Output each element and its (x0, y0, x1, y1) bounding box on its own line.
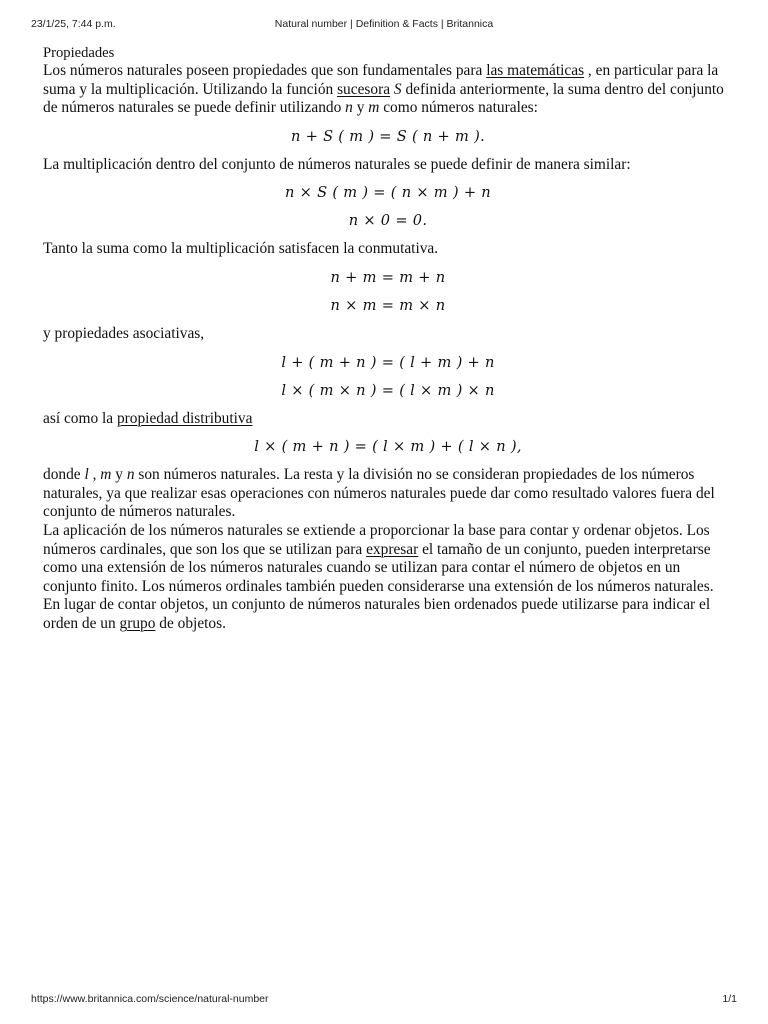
link-propiedad-distributiva[interactable]: propiedad distributiva (116, 409, 253, 427)
text-run: así como la (43, 409, 117, 427)
link-las-matematicas[interactable]: las matemáticas (486, 62, 585, 79)
text-run: donde (43, 466, 85, 484)
paragraph-commutative: Tanto la suma como la multiplicación satisfacen la conmutativa. (43, 240, 439, 258)
text-run: Los números naturales poseen propiedades que son fundamentales para (43, 62, 487, 79)
text-run: son números naturales. La resta y la división no se consideran propiedades de los números naturales, ya que realizar esas operaciones con números naturales puede dar como resultado valores fuera del conjunto de números naturales. (43, 466, 715, 521)
print-footer (31, 993, 737, 1007)
print-url: https://www.britannica.com/science/natural-number (31, 993, 269, 1005)
paragraph-multiplication-intro: La multiplicación dentro del conjunto de números naturales se puede definir de manera similar: (43, 155, 631, 173)
equation-addition-successor: n + S ( m ) = S ( n + m ). (290, 127, 486, 145)
variable-m: m (100, 466, 112, 484)
equation-commutative-multiplication: n × m = m × n (330, 296, 446, 314)
link-grupo[interactable]: grupo (119, 614, 156, 632)
variable-l: l (84, 466, 89, 484)
text-run: , en particular para la suma y la multiplicación. Utilizando la función (43, 62, 719, 98)
paragraph-associative: y propiedades asociativas, (43, 324, 205, 342)
text-run: el tamaño de un conjunto, pueden interpretarse como una extensión de los números naturales cuando se utilizan para contar el número de objetos en un conjunto finito. Los números ordinales también pueden considerarse una extensión de los números naturales. En lugar de contar objetos, un conjunto de números naturales bien ordenados puede utilizarse para indicar el orden de un (43, 540, 714, 632)
paragraph-applications (43, 522, 733, 634)
equation-multiplication-zero: n × 0 = 0. (348, 212, 428, 230)
article-content (43, 44, 733, 634)
print-page-number: 1/1 (722, 993, 737, 1005)
variable-m: m (368, 99, 380, 117)
equation-distributive: l × ( m + n ) = ( l × m ) + ( l × n ), (254, 438, 522, 456)
text-run: y (111, 466, 127, 484)
paragraph-distributive (43, 410, 733, 429)
text-run: La aplicación de los números naturales se extiende a proporcionar la base para contar y ordenar objetos. Los números cardinales, que son los que se utilizan para (43, 521, 710, 558)
text-run: como números naturales: (379, 99, 538, 117)
variable-s: S (393, 80, 402, 98)
text-run: , (88, 466, 101, 484)
text-run: y (352, 99, 369, 117)
equation-associative-addition: l + ( m + n ) = ( l + m ) + n (281, 353, 495, 371)
paragraph-subtraction-division (43, 466, 733, 522)
text-run: de objetos. (155, 614, 226, 632)
variable-n: n (345, 99, 353, 117)
equation-associative-multiplication: l × ( m × n ) = ( l × m ) × n (281, 381, 495, 399)
link-expresar[interactable]: expresar (366, 540, 419, 558)
paragraph-properties-intro (43, 62, 733, 118)
print-datetime: 23/1/25, 7:44 p.m. (31, 18, 116, 30)
section-heading: Propiedades (43, 45, 115, 61)
variable-n: n (126, 466, 135, 484)
text-run: definida anteriormente, la suma dentro del conjunto de números naturales se puede definir utilizando (43, 80, 724, 117)
print-page-title: Natural number | Definition & Facts | Britannica (274, 18, 494, 30)
equation-commutative-addition: n + m = m + n (330, 268, 446, 286)
print-header (31, 18, 737, 32)
equation-multiplication-successor: n × S ( m ) = ( n × m ) + n (285, 184, 491, 202)
link-sucesora[interactable]: sucesora (337, 80, 391, 98)
